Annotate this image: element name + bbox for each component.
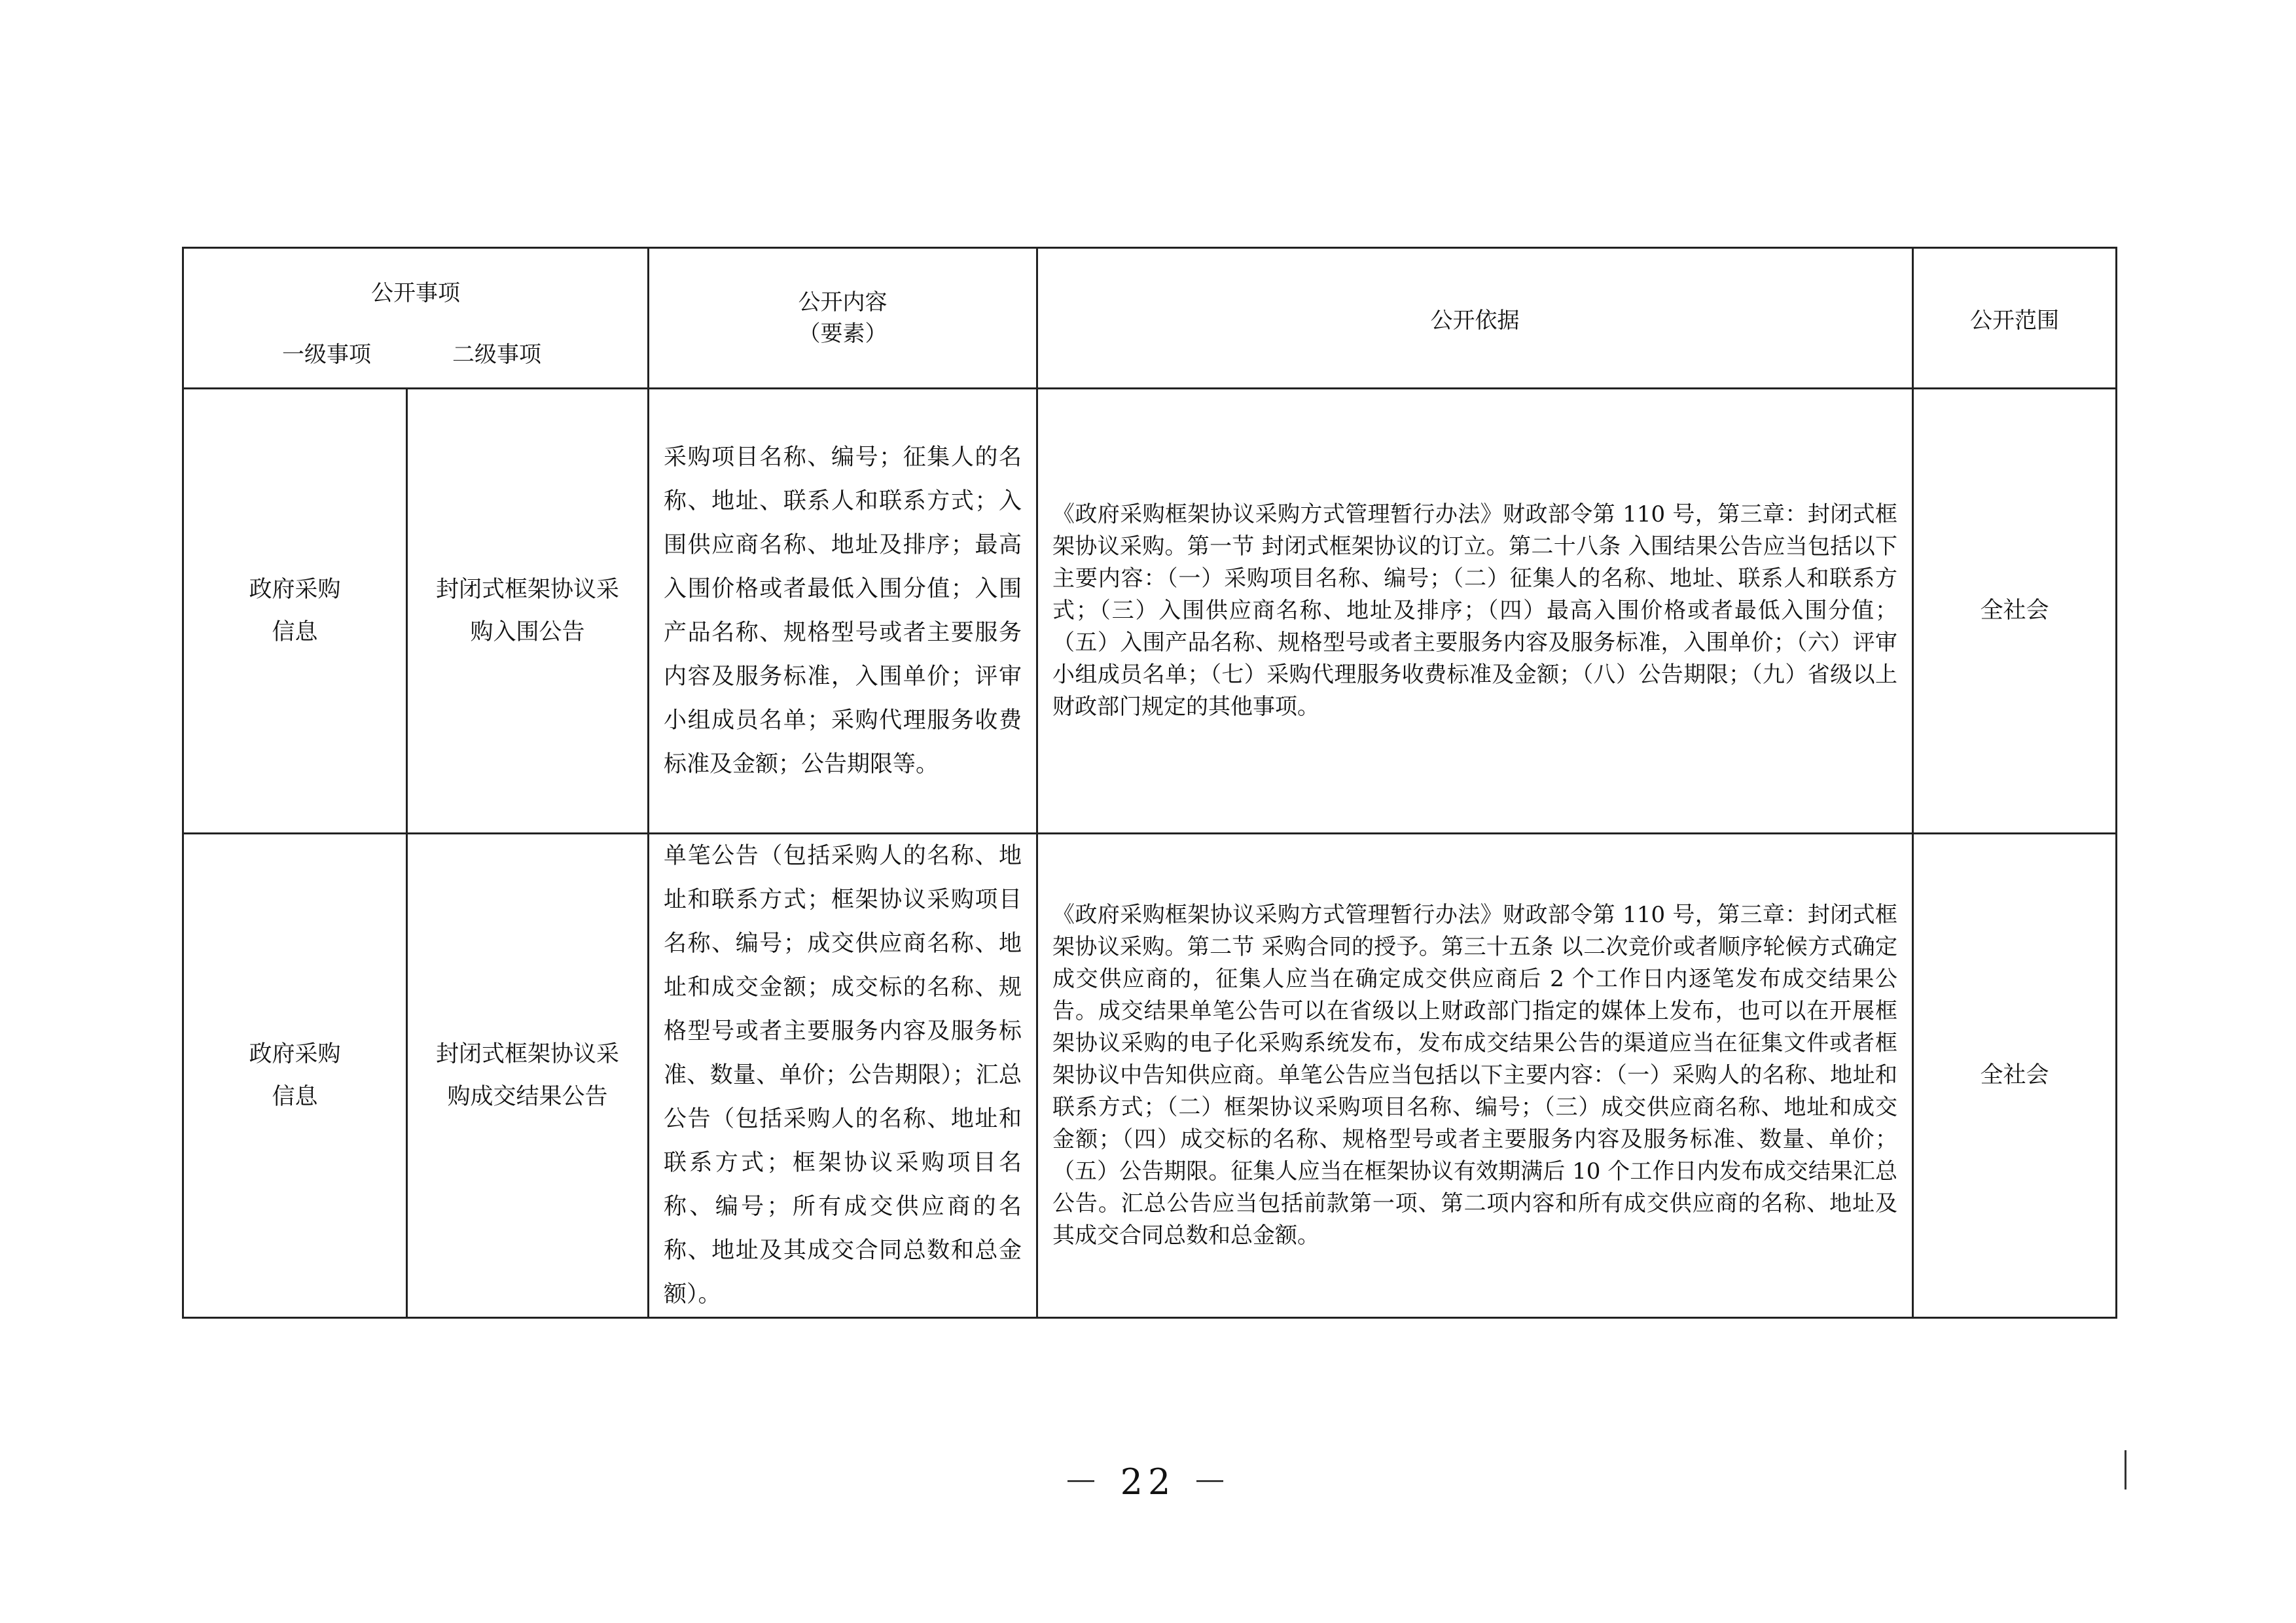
- basis-cell: 《政府采购框架协议采购方式管理暂行办法》财政部令第 110 号，第三章：封闭式框架协议采购。第一节 封闭式框架协议的订立。第二十八条 入围结果公告应当包括以下主要内容：（一）采购项目名称、编号；（二）征集人的名称、地址、联系人和联系方式；（三）入围供应商名称、地址及排序；（四）最高入围价格或者最低入围分值；（五）入围产品名称、规格型号或者主要服务内容及服务标准，入围单价；（六）评审小组成员名单；（七）采购代理服务收费标准及金额；（八）公告期限；（九）省级以上财政部门规定的其他事项。: [1037, 389, 1913, 834]
- scope-cell: 全社会: [1913, 389, 2117, 834]
- header-scope: 公开范围: [1913, 248, 2117, 389]
- level1-cell: [183, 389, 407, 834]
- level2-line2: 购入围公告: [470, 618, 585, 645]
- header-matters-cell: [183, 248, 649, 389]
- header-matters: 公开事项: [371, 280, 460, 306]
- table-row: [183, 389, 2117, 834]
- level1-line2: 信息: [272, 1083, 318, 1110]
- disclosure-table: [182, 247, 2117, 1319]
- level2-line2: 购成交结果公告: [447, 1083, 608, 1110]
- level1-line1: 政府采购: [249, 1041, 341, 1067]
- scope-cell: 全社会: [1913, 834, 2117, 1318]
- margin-mark: [2125, 1450, 2126, 1489]
- level1-cell: [183, 834, 407, 1318]
- level2-line1: 封闭式框架协议采: [435, 576, 619, 603]
- header-content-cell: [649, 248, 1037, 389]
- header-content: 公开内容: [798, 289, 888, 315]
- level2-line1: 封闭式框架协议采: [435, 1041, 619, 1067]
- level2-cell: [407, 834, 649, 1318]
- content-cell: 单笔公告（包括采购人的名称、地址和联系方式；框架协议采购项目名称、编号；成交供应商名称、地址和成交金额；成交标的名称、规格型号或者主要服务内容及服务标准、数量、单价；公告期限）；汇总公告（包括采购人的名称、地址和联系方式；框架协议采购项目名称、编号；所有成交供应商的名称、地址及其成交合同总数和总金额）。: [649, 834, 1037, 1318]
- table-row: [183, 834, 2117, 1318]
- level1-line2: 信息: [272, 618, 318, 645]
- level2-cell: [407, 389, 649, 834]
- level1-line1: 政府采购: [249, 576, 341, 603]
- header-basis: 公开依据: [1037, 248, 1913, 389]
- page-number: － 22 －: [1063, 1461, 1233, 1503]
- header-row: [183, 248, 2117, 389]
- header-level1: 一级事项: [282, 342, 371, 368]
- header-level2: 二级事项: [452, 342, 541, 368]
- basis-cell: 《政府采购框架协议采购方式管理暂行办法》财政部令第 110 号，第三章：封闭式框架协议采购。第二节 采购合同的授予。第三十五条 以二次竞价或者顺序轮候方式确定成交供应商的，征集人应当在确定成交供应商后 2 个工作日内逐笔发布成交结果公告。成交结果单笔公告可以在省级以上财政部门指定的媒体上发布，也可以在开展框架协议采购的电子化采购系统发布，发布成交结果公告的渠道应当在征集文件或者框架协议中告知供应商。单笔公告应当包括以下主要内容：（一）采购人的名称、地址和联系方式；（二）框架协议采购项目名称、编号；（三）成交供应商名称、地址和成交金额；（四）成交标的名称、规格型号或者主要服务内容及服务标准、数量、单价；（五）公告期限。征集人应当在框架协议有效期满后 10 个工作日内发布成交结果汇总公告。汇总公告应当包括前款第一项、第二项内容和所有成交供应商的名称、地址及其成交合同总数和总金额。: [1037, 834, 1913, 1318]
- content-cell: 采购项目名称、编号；征集人的名称、地址、联系人和联系方式；入围供应商名称、地址及排序；最高入围价格或者最低入围分值；入围产品名称、规格型号或者主要服务内容及服务标准，入围单价；评审小组成员名单；采购代理服务收费标准及金额；公告期限等。: [649, 389, 1037, 834]
- header-content-sub: （要素）: [798, 321, 888, 347]
